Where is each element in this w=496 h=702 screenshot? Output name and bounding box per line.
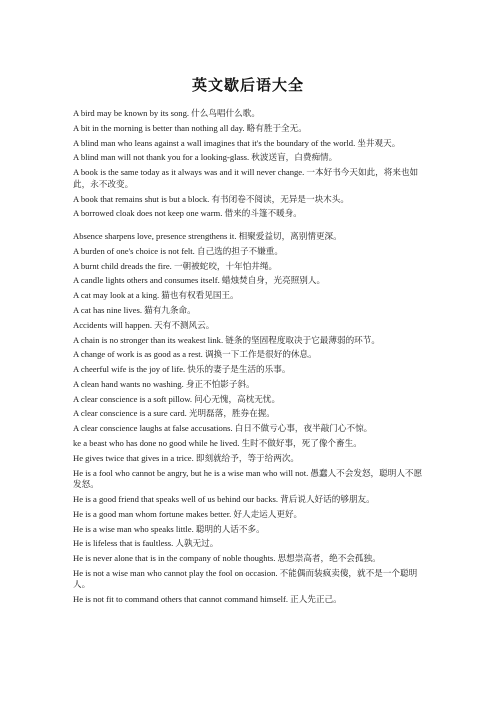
proverb-line: A cat has nine lives. 猫有九条命。 xyxy=(73,304,196,315)
proverb-line: Absence sharpens love, presence strengthens it. 相聚爱益切，离别情更深。 xyxy=(73,231,342,242)
proverb-line: A book that remains shut is but a block. 有书闭卷不阅读，无异是一块木头。 xyxy=(73,193,349,204)
proverb-line: A blind man will not thank you for a looking-glass. 秋波送盲，白费痴情。 xyxy=(73,152,338,163)
proverb-line: He is never alone that is in the company of noble thoughts. 思想崇高者，绝不会孤独。 xyxy=(73,553,381,564)
proverb-line: A clear conscience is a soft pillow. 问心无愧，高枕无忧。 xyxy=(73,393,281,404)
proverb-line: A candle lights others and consumes itself. 蜡烛焚自身，光亮照别人。 xyxy=(73,275,326,286)
proverb-line: A burden of one's choice is not felt. 自己选的担子不嫌重。 xyxy=(73,245,283,256)
proverb-line: ke a beast who has done no good while he lived. 生时不做好事，死了像个畜生。 xyxy=(73,438,362,448)
proverb-line: A burnt child dreads the fire. 一朝被蛇咬，十年怕井绳。 xyxy=(73,260,278,271)
proverb-line: He is not fit to command others that cannot command himself. 正人先正己。 xyxy=(73,594,342,605)
page-title: 英文歇后语大全 xyxy=(191,76,304,94)
proverb-line: He is a good friend that speaks well of us behind our backs. 背后说人好话的够朋友。 xyxy=(73,493,375,504)
proverb-line: A bit in the morning is better than nothing all day. 略有胜于全无。 xyxy=(73,122,307,133)
paragraph-gap xyxy=(73,223,425,231)
proverb-line: A clear conscience laughs at false accusations. 白日不做亏心事，夜半敲门心不惊。 xyxy=(73,423,373,434)
proverb-line: He is a good man whom fortune makes better. 好人走运人更好。 xyxy=(73,508,303,519)
proverb-line: A clean hand wants no washing. 身正不怕影子斜。 xyxy=(73,378,255,389)
proverb-line: A cat may look at a king. 猫也有权看见国王。 xyxy=(73,290,239,301)
proverb-line: A cheerful wife is the joy of life. 快乐的妻子是生活的乐事。 xyxy=(73,364,291,375)
proverb-line: A change of work is as good as a rest. 调换一下工作是很好的休息。 xyxy=(73,349,317,360)
proverb-line: A book is the same today as it always was and it will never change. 一本好书今天如此，将来也如此，永不改变。 xyxy=(73,167,419,189)
proverb-line: He is a wise man who speaks little. 聪明的人话不多。 xyxy=(73,523,265,534)
proverb-line: He is lifeless that is faultless. 人孰无过。 xyxy=(73,538,219,549)
proverb-line: A chain is no stronger than its weakest link. 链条的坚固程度取决于它最薄弱的环节。 xyxy=(73,334,380,345)
proverb-line: He gives twice that gives in a trice. 即刻就给予，等于给两次。 xyxy=(73,452,300,463)
proverb-line: A clear conscience is a sure card. 光明磊落，胜券在握。 xyxy=(73,408,275,419)
proverb-line: He is not a wise man who cannot play the fool on occasion. 不能偶而装疯卖傻，就不是一个聪明人。 xyxy=(73,567,418,590)
proverb-list xyxy=(73,108,425,609)
proverb-line: Accidents will happen. 天有不测风云。 xyxy=(73,319,215,330)
proverb-line: A borrowed cloak does not keep one warm. 借来的斗篷不暖身。 xyxy=(73,208,302,219)
proverb-line: A bird may be known by its song. 什么鸟唱什么歌。 xyxy=(73,108,260,118)
proverb-line: He is a fool who cannot be angry, but he is a wise man who will not. 愚蠢人不会发怒，聪明人不愿发怒。 xyxy=(73,467,423,490)
proverb-line: A blind man who leans against a wall imagines that it's the boundary of the world. 坐井观天。 xyxy=(73,137,401,148)
